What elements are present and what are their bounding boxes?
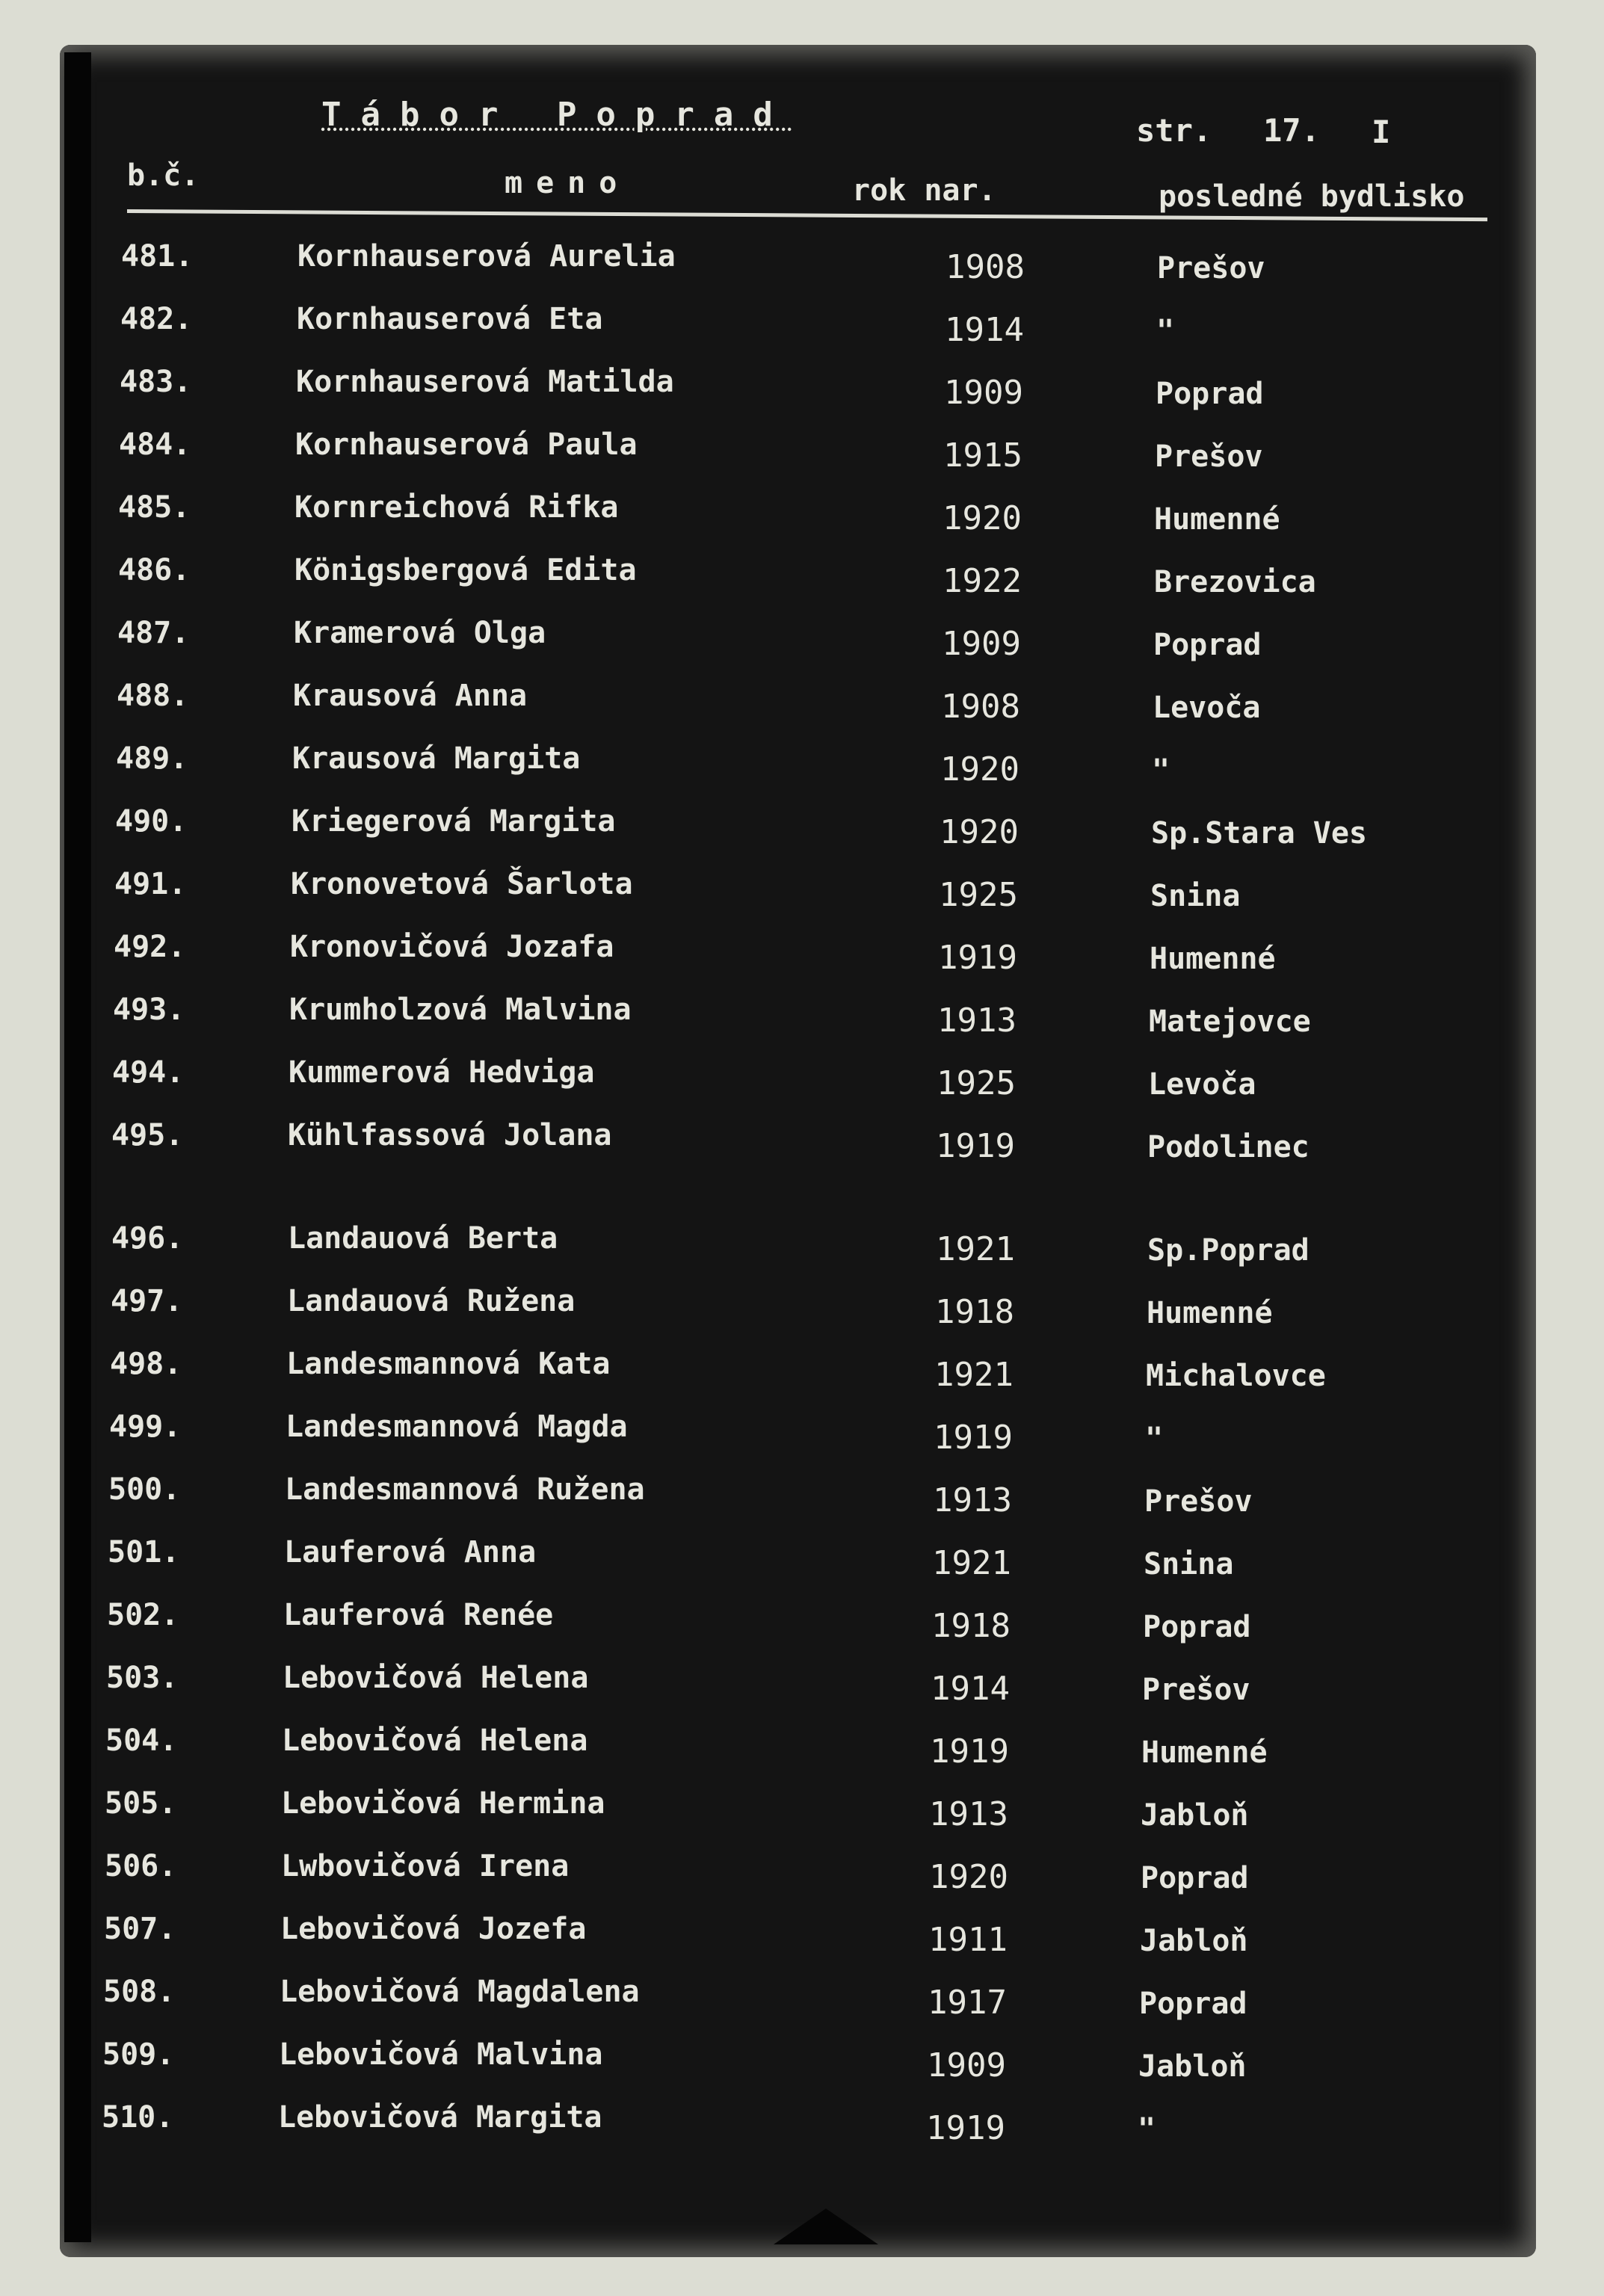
row-residence: Levoča [1148, 1067, 1256, 1102]
table-row [0, 428, 1604, 475]
row-name: Kornhauserová Paula [295, 428, 638, 462]
row-birth-year: 1918 [931, 1607, 1011, 1645]
row-name: Kühlfassová Jolana [288, 1118, 612, 1152]
row-name: Kramerová Olga [294, 616, 546, 650]
row-birth-year: 1909 [927, 2046, 1006, 2084]
row-name: Krausová Margita [292, 741, 581, 776]
table-row [0, 1410, 1604, 1457]
row-residence: " [1152, 753, 1170, 788]
row-birth-year: 1921 [934, 1356, 1014, 1394]
row-residence: Humenné [1147, 1296, 1273, 1330]
table-row [0, 679, 1604, 726]
row-name: Lauferová Renée [283, 1598, 554, 1632]
table-row [0, 1912, 1604, 1957]
page-label: str. [1136, 112, 1212, 149]
row-residence: Humenné [1154, 502, 1280, 537]
table-row [0, 1472, 1604, 1517]
row-birth-year: 1909 [944, 374, 1023, 412]
table-row [0, 1723, 1604, 1771]
column-header-residence: posledné bydlisko [1159, 179, 1465, 214]
table-row [0, 1786, 1604, 1831]
row-residence: Prešov [1157, 251, 1265, 286]
row-residence: Snina [1150, 879, 1241, 913]
row-number: 482. [120, 302, 193, 336]
row-number: 484. [119, 428, 191, 462]
row-birth-year: 1917 [928, 1984, 1007, 2022]
row-name: Kriegerová Margita [292, 804, 616, 839]
row-birth-year: 1920 [943, 499, 1022, 537]
table-row [0, 741, 1604, 789]
row-number: 488. [117, 679, 189, 713]
table-row [0, 1347, 1604, 1392]
row-birth-year: 1922 [943, 562, 1022, 600]
row-birth-year: 1925 [937, 1064, 1016, 1102]
row-birth-year: 1908 [941, 688, 1020, 726]
row-number: 489. [116, 741, 188, 776]
row-residence: Poprad [1141, 1861, 1249, 1895]
row-name: Kummerová Hedviga [289, 1055, 595, 1090]
row-residence: Matejovce [1149, 1004, 1311, 1039]
table-row [0, 2100, 1604, 2145]
row-residence: Sp.Stara Ves [1151, 816, 1367, 851]
row-residence: Poprad [1139, 1987, 1247, 2021]
row-birth-year: 1913 [937, 1002, 1017, 1040]
row-residence: Podolinec [1147, 1130, 1310, 1164]
row-name: Kronovetová Šarlota [291, 867, 633, 901]
row-birth-year: 1918 [935, 1293, 1014, 1331]
table-row [0, 2037, 1604, 2082]
row-number: 500. [108, 1472, 181, 1507]
row-birth-year: 1919 [926, 2109, 1005, 2147]
row-residence: " [1145, 1422, 1164, 1456]
row-number: 497. [111, 1284, 183, 1318]
row-residence: Snina [1144, 1547, 1234, 1581]
row-number: 481. [121, 239, 194, 274]
table-row [0, 239, 1604, 284]
row-residence: Jabloň [1138, 2049, 1247, 2084]
ink-blot [774, 2209, 878, 2244]
row-name: Landauová Berta [288, 1221, 558, 1256]
row-name: Lebovičová Malvina [279, 2037, 603, 2072]
row-number: 508. [103, 1975, 176, 2009]
row-residence: Humenné [1150, 942, 1276, 976]
row-name: Lebovičová Helena [283, 1661, 589, 1695]
row-birth-year: 1919 [930, 1732, 1009, 1771]
row-residence: " [1156, 314, 1175, 348]
row-name: Königsbergová Edita [294, 553, 637, 587]
table-row [0, 1975, 1604, 2022]
row-name: Kornreichová Rifka [294, 490, 619, 525]
table-row [0, 867, 1604, 912]
row-name: Kornhauserová Aurelia [297, 239, 676, 274]
row-name: Landesmannová Ružena [285, 1472, 645, 1507]
row-number: 495. [111, 1118, 184, 1152]
row-number: 509. [102, 2037, 175, 2072]
row-name: Kronovičová Jozafa [290, 930, 614, 964]
row-birth-year: 1919 [934, 1419, 1013, 1457]
row-name: Landesmannová Kata [286, 1347, 611, 1381]
row-name: Lebovičová Jozefa [280, 1912, 587, 1946]
row-residence: Prešov [1155, 439, 1263, 474]
row-number: 499. [109, 1410, 182, 1444]
row-residence: Poprad [1153, 628, 1262, 662]
row-number: 506. [105, 1849, 177, 1883]
row-number: 510. [102, 2100, 174, 2135]
row-name: Kornhauserová Matilda [296, 365, 674, 399]
row-birth-year: 1909 [942, 625, 1021, 663]
row-residence: Humenné [1141, 1735, 1268, 1770]
table-row [0, 1221, 1604, 1266]
table-row [0, 1535, 1604, 1580]
row-birth-year: 1914 [945, 311, 1024, 349]
row-number: 485. [118, 490, 191, 525]
row-name: Krausová Anna [293, 679, 528, 713]
row-number: 494. [112, 1055, 185, 1090]
row-birth-year: 1921 [932, 1544, 1011, 1582]
row-number: 501. [108, 1535, 180, 1570]
table-row [0, 1055, 1604, 1100]
row-residence: Prešov [1142, 1673, 1250, 1707]
row-number: 492. [114, 930, 186, 964]
page-number: 17. [1263, 112, 1320, 149]
row-number: 483. [120, 365, 192, 399]
row-number: 496. [111, 1221, 184, 1256]
table-row [0, 302, 1604, 347]
row-number: 490. [115, 804, 188, 839]
table-row [0, 490, 1604, 535]
table-row [0, 1284, 1604, 1329]
row-number: 486. [118, 553, 191, 587]
table-row [0, 804, 1604, 849]
row-birth-year: 1919 [936, 1127, 1015, 1165]
row-name: Lebovičová Helena [282, 1723, 588, 1758]
row-name: Landesmannová Magda [286, 1410, 628, 1444]
row-residence: Michalovce [1146, 1359, 1326, 1393]
row-birth-year: 1908 [946, 248, 1025, 286]
row-name: Lauferová Anna [284, 1535, 537, 1570]
table-row [0, 993, 1604, 1040]
table-row [0, 1118, 1604, 1163]
row-birth-year: 1919 [938, 939, 1017, 977]
camp-title: Tábor Poprad [321, 96, 792, 134]
row-number: 503. [106, 1661, 179, 1695]
row-name: Krumholzová Malvina [289, 993, 632, 1027]
table-row [0, 616, 1604, 661]
page-roman-numeral: I [1372, 114, 1391, 150]
table-row [0, 1849, 1604, 1894]
row-residence: Levoča [1153, 691, 1261, 725]
table-row [0, 1661, 1604, 1706]
table-row [0, 930, 1604, 975]
row-name: Lebovičová Margita [278, 2100, 602, 2135]
row-birth-year: 1920 [929, 1858, 1008, 1896]
row-number: 507. [104, 1912, 176, 1946]
row-name: Lebovičová Hermina [281, 1786, 605, 1821]
row-residence: Sp.Poprad [1147, 1233, 1310, 1268]
row-birth-year: 1920 [940, 750, 1020, 789]
row-number: 505. [105, 1786, 177, 1821]
row-residence: Poprad [1156, 377, 1264, 411]
column-header-number: b.č. [127, 158, 200, 193]
row-number: 498. [110, 1347, 182, 1381]
row-name: Lwbovičová Irena [281, 1849, 570, 1883]
row-birth-year: 1913 [929, 1795, 1008, 1833]
row-number: 487. [117, 616, 190, 650]
row-number: 493. [113, 993, 185, 1027]
row-birth-year: 1920 [940, 813, 1019, 851]
row-number: 491. [114, 867, 187, 901]
row-birth-year: 1911 [928, 1921, 1008, 1959]
row-birth-year: 1925 [939, 876, 1018, 914]
row-residence: Prešov [1144, 1484, 1253, 1519]
row-number: 504. [105, 1723, 178, 1758]
row-residence: Jabloň [1140, 1924, 1248, 1958]
row-birth-year: 1913 [933, 1481, 1012, 1519]
row-name: Lebovičová Magdalena [280, 1975, 640, 2009]
table-row [0, 1598, 1604, 1643]
table-row [0, 553, 1604, 598]
row-name: Landauová Ružena [287, 1284, 576, 1318]
row-birth-year: 1921 [936, 1230, 1015, 1268]
row-birth-year: 1915 [943, 436, 1022, 475]
row-residence: Poprad [1143, 1610, 1251, 1644]
table-row [0, 365, 1604, 410]
row-number: 502. [107, 1598, 179, 1632]
row-residence: Brezovica [1154, 565, 1316, 599]
row-birth-year: 1914 [931, 1670, 1010, 1708]
row-name: Kornhauserová Eta [297, 302, 603, 336]
column-header-name: meno [505, 166, 631, 200]
column-header-year: rok nar. [852, 173, 996, 208]
row-residence: " [1138, 2112, 1156, 2147]
row-residence: Jabloň [1141, 1798, 1249, 1833]
